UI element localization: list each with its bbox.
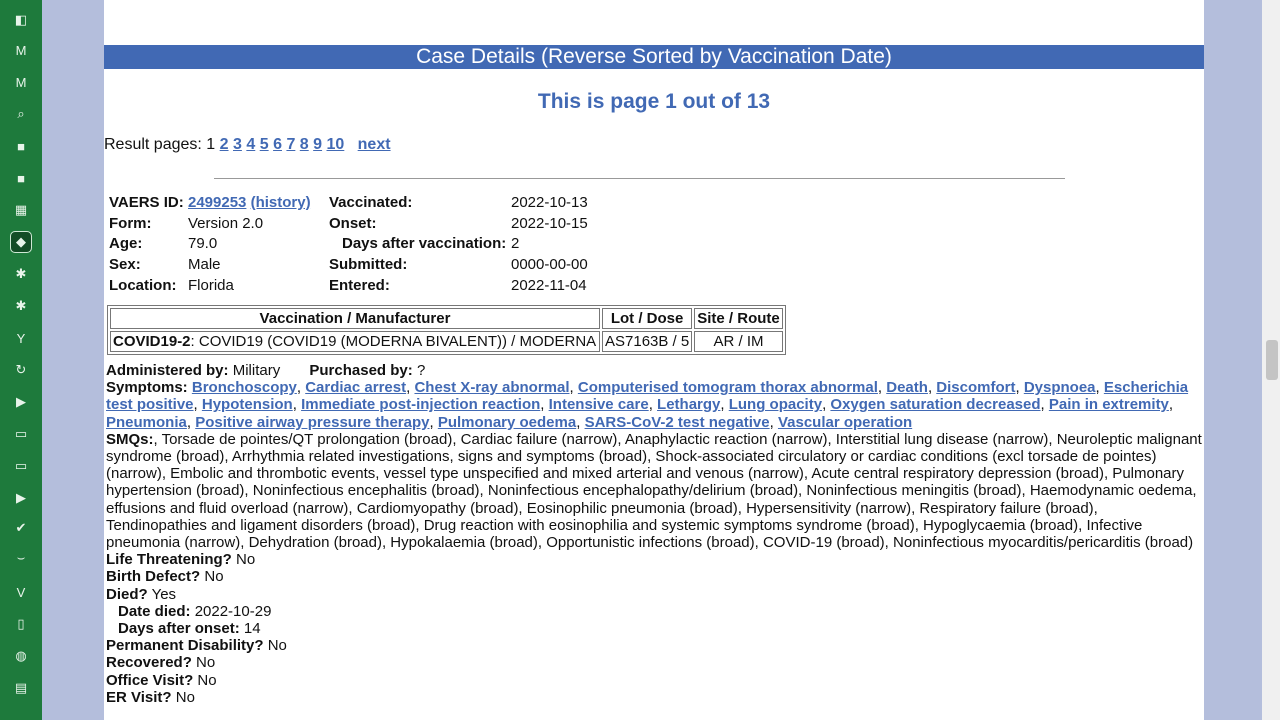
browser-sidebar bbox=[0, 0, 42, 720]
er-visit-label: ER Visit? bbox=[106, 688, 172, 706]
vaers-id-label: VAERS ID: bbox=[109, 193, 184, 211]
smqs-value: , Torsade de pointes/QT prolongation (broad), Cardiac failure (narrow), Anaphylactic reaction (narrow), Interstitial lung disease (narrow), Neuroleptic malignant syndrome (broad), Arrhythmia related investigations, signs and symptoms (broad), Shock-associated circulatory or cardiac conditions (excl torsade de pointes) (narrow), Embolic and thrombotic events, vessel type unspecified and mixed arterial and venous (narrow), Acute central respiratory depression (broad), Pulmonary hypertension (broad), Noninfectious encephalitis (broad), Noninfectious encephalopathy/delirium (broad), Noninfectious meningitis (broad), Haemodynamic oedema, effusions and fluid overload (narrow), Cardiomyopathy (broad), Eosinophilic pneumonia (broad), Hypersensitivity (narrow), Respiratory failure (broad), Tendinopathies and ligament disorders (broad), Drug reaction with eosinophilia and systemic symptoms syndrome (broad), Hypoglycaemia (broad), Infective pneumonia (narrow), Dehydration (broad), Hypokalaemia (broad), Opportunistic infections (broad), COVID-19 (broad), Noninfectious myocarditis/pericarditis (broad) bbox=[106, 430, 1202, 552]
page-link-5[interactable]: 5 bbox=[259, 136, 269, 153]
vax-site-cell: AR / IM bbox=[694, 331, 783, 352]
result-pages bbox=[104, 136, 391, 154]
sex-value: Male bbox=[188, 256, 221, 274]
vax-header-manufacturer: Vaccination / Manufacturer bbox=[110, 308, 600, 329]
vax-desc: : COVID19 (COVID19 (MODERNA BIVALENT)) / MODERNA bbox=[190, 333, 597, 350]
case-info-table bbox=[109, 192, 588, 296]
recovered-value: No bbox=[196, 654, 216, 672]
life-threatening-label: Life Threatening? bbox=[106, 551, 232, 569]
entered-value: 2022-11-04 bbox=[511, 277, 587, 295]
gmail-icon[interactable]: M bbox=[15, 42, 27, 58]
symptom-link[interactable]: Computerised tomogram thorax abnormal bbox=[577, 379, 878, 397]
symptoms-line: Symptoms: Bronchoscopy, Cardiac arrest, Chest X-ray abnormal, Computerised tomogram thorax abnormal, Death, Discomfort, Dyspnoea, Escherichia test positive, Hypotension, Immediate post-injection reaction, Intensive care, Lethargy, Lung opacity, Oxygen saturation decreased, Pain in extremity, Pneumonia, Positive airway pressure therapy, Pulmonary oedema, SARS-CoV-2 test negative, Vascular operation bbox=[106, 379, 1189, 431]
symptom-link[interactable]: Death bbox=[886, 379, 928, 397]
symptom-link[interactable]: Intensive care bbox=[548, 396, 649, 414]
onset-label: Onset: bbox=[329, 214, 377, 232]
smqs-label: SMQs: bbox=[106, 430, 154, 448]
calendar-icon[interactable]: ▤ bbox=[14, 680, 28, 695]
form-label: Form: bbox=[109, 214, 152, 232]
disability-value: No bbox=[267, 637, 287, 655]
died-label: Died? bbox=[106, 585, 148, 603]
days-after-vaccination-value: 2 bbox=[511, 235, 520, 253]
vax-lot-cell: AS7163B / 5 bbox=[602, 331, 692, 352]
symptom-link[interactable]: Pain in extremity bbox=[1048, 396, 1169, 414]
result-pages-label: Result pages: bbox=[104, 136, 207, 153]
case-details-banner: Case Details (Reverse Sorted by Vaccination Date) bbox=[104, 45, 1204, 69]
play-icon-2[interactable]: ▶ bbox=[16, 490, 26, 505]
image-icon-2[interactable]: ▭ bbox=[14, 458, 28, 473]
gmail-icon-2[interactable]: M bbox=[15, 74, 27, 90]
symptom-link[interactable]: SARS-CoV-2 test negative bbox=[584, 413, 770, 431]
sex-label: Sex: bbox=[109, 256, 141, 274]
symptom-link[interactable]: Cardiac arrest bbox=[305, 379, 407, 397]
page-link-8[interactable]: 8 bbox=[299, 136, 309, 153]
play-icon[interactable]: ▶ bbox=[16, 394, 26, 409]
grid-icon[interactable]: ▦ bbox=[14, 202, 28, 217]
symptom-link[interactable]: Vascular operation bbox=[777, 413, 913, 431]
symptoms-label: Symptoms: bbox=[106, 379, 188, 397]
vax-manufacturer-cell bbox=[110, 331, 600, 352]
page-link-7[interactable]: 7 bbox=[286, 136, 296, 153]
vaccinated-label: Vaccinated: bbox=[329, 193, 413, 211]
v-icon[interactable]: V bbox=[16, 584, 26, 600]
page-content bbox=[104, 0, 1204, 720]
purchased-label: Purchased by: bbox=[309, 362, 413, 379]
smqs-line bbox=[106, 431, 1202, 551]
vax-header-site: Site / Route bbox=[694, 308, 783, 329]
divider bbox=[214, 178, 1065, 179]
extension-icon-2[interactable]: ✱ bbox=[15, 298, 27, 313]
refresh-icon[interactable]: ↻ bbox=[15, 362, 27, 377]
yandex-icon[interactable]: Y bbox=[16, 330, 26, 346]
er-visit-value: No bbox=[175, 688, 195, 706]
page-link-2[interactable]: 2 bbox=[219, 136, 229, 153]
panel-toggle-icon[interactable]: ◧ bbox=[14, 12, 28, 27]
symptom-link[interactable]: Discomfort bbox=[936, 379, 1016, 397]
symptom-link[interactable]: Pneumonia bbox=[106, 413, 187, 431]
table-row bbox=[110, 331, 783, 352]
submitted-value: 0000-00-00 bbox=[511, 256, 588, 274]
administered-value: Military bbox=[232, 362, 281, 379]
symptom-link[interactable]: Pulmonary oedema bbox=[437, 413, 577, 431]
birth-defect-value: No bbox=[204, 568, 224, 586]
days-after-onset-value: 14 bbox=[243, 620, 261, 638]
died-value: Yes bbox=[151, 585, 177, 603]
location-value: Florida bbox=[188, 277, 234, 295]
symptom-link[interactable]: Bronchoscopy bbox=[191, 379, 297, 397]
symptom-link[interactable]: Oxygen saturation decreased bbox=[830, 396, 1041, 414]
vax-code: COVID19-2 bbox=[113, 333, 191, 350]
submitted-label: Submitted: bbox=[329, 256, 408, 274]
disability-label: Permanent Disability? bbox=[106, 637, 264, 655]
age-label: Age: bbox=[109, 235, 143, 253]
form-value: Version 2.0 bbox=[188, 214, 264, 232]
office-visit-label: Office Visit? bbox=[106, 671, 194, 689]
vaccination-table bbox=[107, 305, 786, 355]
notes-icon-2[interactable]: ■ bbox=[17, 170, 25, 186]
next-page-link[interactable]: next bbox=[357, 136, 391, 153]
page-link-9[interactable]: 9 bbox=[313, 136, 323, 153]
notes-icon[interactable]: ■ bbox=[17, 138, 25, 154]
symptom-link[interactable]: Positive airway pressure therapy bbox=[195, 413, 430, 431]
days-after-onset-label: Days after onset: bbox=[118, 620, 240, 638]
case-details bbox=[106, 362, 1202, 706]
search-icon[interactable]: ⌕ bbox=[17, 106, 25, 121]
onset-value: 2022-10-15 bbox=[511, 214, 588, 232]
date-died-label: Date died: bbox=[118, 602, 191, 620]
entered-label: Entered: bbox=[329, 277, 390, 295]
history-link[interactable]: (history) bbox=[250, 193, 311, 211]
page-link-3[interactable]: 3 bbox=[233, 136, 242, 153]
symptom-link[interactable]: Dyspnoea bbox=[1023, 379, 1096, 397]
extension-icon[interactable]: ✱ bbox=[15, 266, 27, 281]
days-after-vaccination-label: Days after vaccination: bbox=[342, 235, 507, 253]
vaers-id-link[interactable]: 2499253 bbox=[188, 193, 247, 211]
birth-defect-label: Birth Defect? bbox=[106, 568, 201, 586]
administered-label: Administered by: bbox=[106, 362, 229, 379]
leaf-icon[interactable]: ⌣ bbox=[16, 550, 26, 565]
vaccinated-value: 2022-10-13 bbox=[511, 193, 588, 211]
globe-icon[interactable]: ◍ bbox=[15, 648, 27, 663]
date-died-value: 2022-10-29 bbox=[194, 602, 272, 620]
symptom-link[interactable]: Hypotension bbox=[201, 396, 293, 414]
location-label: Location: bbox=[109, 277, 177, 295]
symptom-link[interactable]: Chest X-ray abnormal bbox=[414, 379, 570, 397]
office-visit-value: No bbox=[197, 671, 217, 689]
life-threatening-value: No bbox=[236, 551, 256, 569]
document-icon[interactable]: ▯ bbox=[17, 616, 25, 631]
active-tab-icon[interactable]: ◆ bbox=[11, 232, 31, 252]
page-link-4[interactable]: 4 bbox=[246, 136, 256, 153]
page-indicator: This is page 1 out of 13 bbox=[537, 90, 771, 113]
page-margin bbox=[1204, 0, 1262, 720]
page-link-10[interactable]: 10 bbox=[326, 136, 345, 153]
symptom-link[interactable]: Escherichia test positive bbox=[106, 379, 1189, 414]
page-link-6[interactable]: 6 bbox=[273, 136, 282, 153]
current-page: 1 bbox=[206, 136, 216, 153]
purchased-value: ? bbox=[416, 362, 426, 379]
vax-header-lot: Lot / Dose bbox=[602, 308, 692, 329]
recovered-label: Recovered? bbox=[106, 654, 192, 672]
image-icon[interactable]: ▭ bbox=[14, 426, 28, 441]
check-icon[interactable]: ✔ bbox=[15, 520, 27, 535]
age-value: 79.0 bbox=[188, 235, 218, 253]
symptom-link[interactable]: Lethargy bbox=[657, 396, 721, 414]
symptom-link[interactable]: Lung opacity bbox=[728, 396, 823, 414]
symptom-link[interactable]: Immediate post-injection reaction bbox=[301, 396, 541, 414]
scrollbar-thumb[interactable] bbox=[1266, 340, 1278, 380]
